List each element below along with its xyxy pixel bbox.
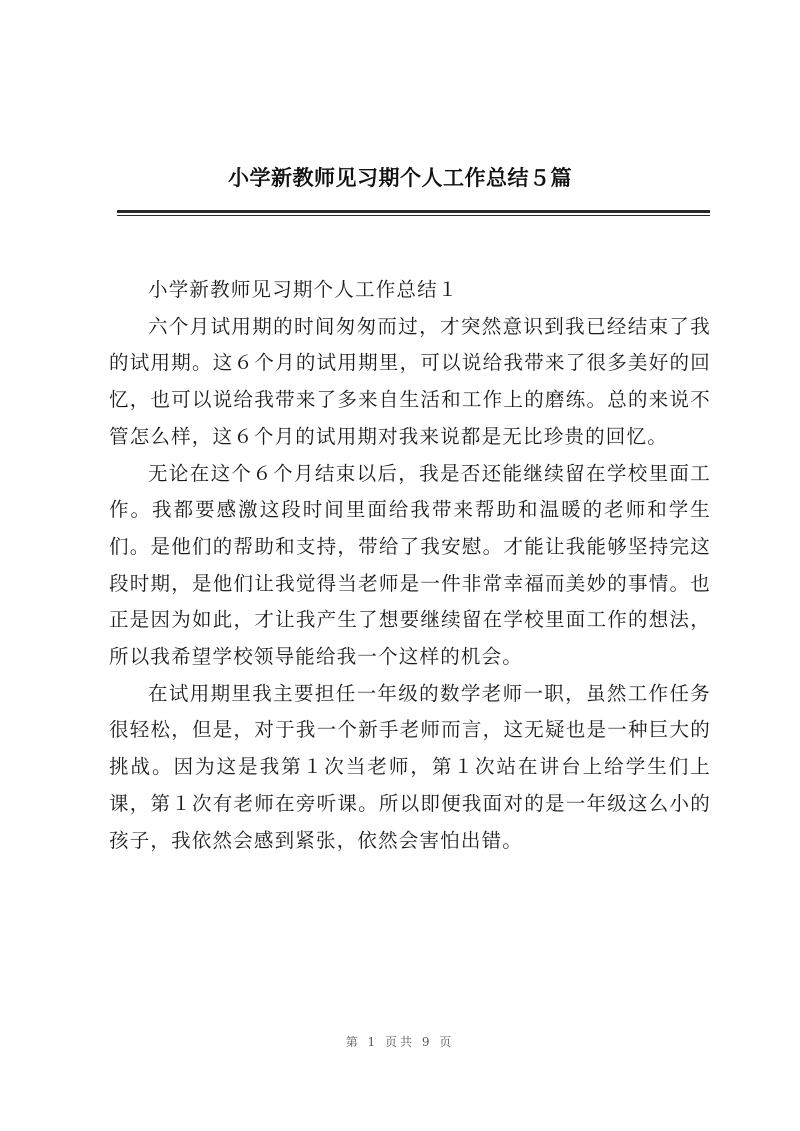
paragraph-1: 六个月试用期的时间匆匆而过，才突然意识到我已经结束了我的试用期。这６个月的试用期里，可以说给我带来了很多美好的回忆，也可以说给我带来了多来自生活和工作上的磨练。总的来说不管怎么样，这６个月的试用期对我来说都是无比珍贵的回忆。 [109,314,711,448]
document-body [109,272,711,859]
document-title: 小学新教师见习期个人工作总结５篇 [228,165,572,190]
paragraph-3: 在试用期里我主要担任一年级的数学老师一职，虽然工作任务很轻松，但是，对于我一个新手老师而言，这无疑也是一种巨大的挑战。因为这是我第１次当老师，第１次站在讲台上给学生们上课，第１次有老师在旁听课。所以即便我面对的是一年级这么小的孩子，我依然会感到紧张，依然会害怕出错。 [109,681,711,852]
section-heading: 小学新教师见习期个人工作总结１ [148,278,459,301]
paragraph-2: 无论在这个６个月结束以后，我是否还能继续留在学校里面工作。我都要感激这段时间里面给我带来帮助和温暖的老师和学生们。是他们的帮助和支持，带给了我安慰。才能让我能够坚持完这段时期，是他们让我觉得当老师是一件非常幸福而美妙的事情。也正是因为如此，才让我产生了想要继续留在学校里面工作的想法，所以我希望学校领导能给我一个这样的机会。 [109,461,711,669]
page-number-footer: 第 1 页共 9 页 [345,1035,455,1049]
title-underline-thin [117,215,710,216]
title-underline-thick [117,210,710,213]
